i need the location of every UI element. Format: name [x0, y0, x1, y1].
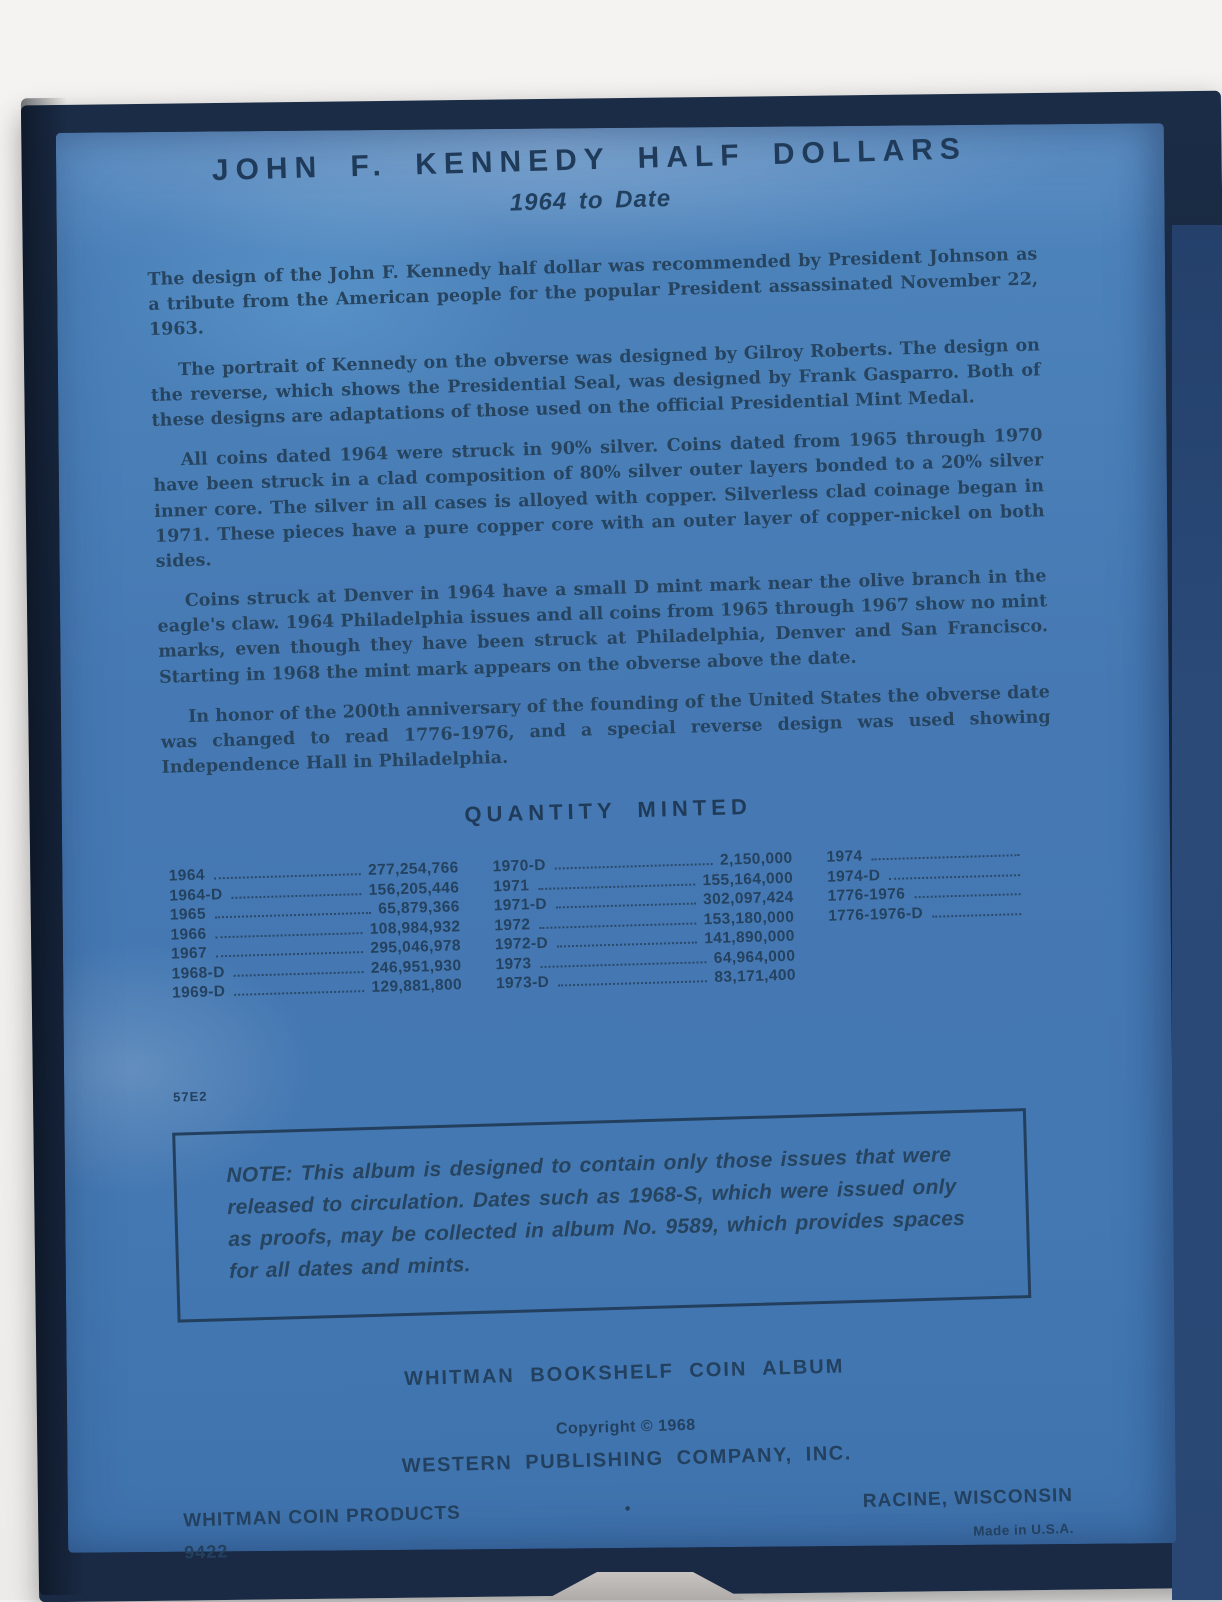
- paragraph-portrait: The portrait of Kennedy on the obverse was designed by Gilroy Roberts. The design on the reverse, which shows the Presidential Seal, was designed by Frank Gasparro. Both of these designs are adaptations of those used on the official Presidential Mint Medal.: [150, 334, 1041, 431]
- dot-leader: [872, 855, 1020, 861]
- mintage-value: 83,171,400: [714, 967, 797, 987]
- mintage-year: 1969-D: [171, 983, 226, 1003]
- mintage-column-1: [169, 859, 463, 1004]
- mintage-year: 1973: [495, 955, 532, 974]
- plate-code: 57E2: [172, 1088, 208, 1105]
- dot-leader: [539, 922, 696, 929]
- mintage-column-3: [826, 842, 1030, 984]
- album-page: [56, 123, 1176, 1563]
- page-subtitle: 1964 to Date: [509, 184, 672, 217]
- dot-leader: [889, 874, 1020, 880]
- mintage-value: 65,879,366: [378, 898, 461, 919]
- quantity-minted-heading: QUANTITY MINTED: [464, 794, 753, 828]
- dot-leader: [555, 863, 713, 870]
- mintage-value: 277,254,766: [367, 859, 459, 880]
- mintage-year: 1968-D: [171, 963, 226, 983]
- page-title: JOHN F. KENNEDY HALF DOLLARS: [211, 132, 968, 188]
- mintage-year: 1974: [826, 848, 863, 867]
- mintage-value: 295,046,978: [370, 937, 462, 958]
- mintage-year: 1967: [170, 944, 208, 964]
- dot-leader: [541, 961, 707, 968]
- mintage-value: 156,205,446: [368, 879, 460, 899]
- mintage-year: 1971: [492, 877, 530, 896]
- page-content: [144, 130, 1074, 1563]
- location-label: RACINE, WISCONSIN: [862, 1484, 1074, 1512]
- mintage-column-2: [492, 849, 796, 994]
- mintage-value: 141,890,000: [703, 928, 796, 948]
- mintage-year: 1974-D: [826, 867, 881, 886]
- dot-leader: [215, 912, 371, 919]
- dot-leader: [234, 990, 364, 996]
- mintage-value: 129,881,800: [371, 976, 463, 997]
- dot-leader: [214, 874, 361, 880]
- paragraph-mintmarks: Coins struck at Denver in 1964 have a small D mint mark near the olive branch in the eagle's claw. 1964 Philadelphia issues and all coins from 1965 through 1967 show no mint marks, even though they have been struck at Philadelphia, Denver and San Francisco. Starting in 1968 the mint mark appears on the obverse above the date.: [157, 566, 1049, 688]
- mintage-year: 1965: [169, 906, 207, 925]
- mintage-table: [165, 842, 1059, 1004]
- dot-leader: [558, 981, 707, 987]
- page-block-edge: [1172, 225, 1222, 1600]
- intro-text: [147, 242, 1051, 781]
- publisher-line: WESTERN PUBLISHING COMPANY, INC.: [401, 1441, 853, 1477]
- dot-leader: [914, 894, 1020, 899]
- bullet-separator: •: [624, 1500, 632, 1518]
- dot-leader: [216, 951, 363, 957]
- footer: [179, 1348, 1074, 1563]
- mintage-value: 64,964,000: [713, 947, 796, 967]
- dot-leader: [216, 932, 363, 938]
- dot-leader: [538, 883, 695, 890]
- mintage-year: 1970-D: [492, 857, 547, 876]
- album-series-line: WHITMAN BOOKSHELF COIN ALBUM: [403, 1354, 845, 1390]
- products-label: WHITMAN COIN PRODUCTS: [183, 1502, 462, 1532]
- paragraph-bicentennial: In honor of the 200th anniversary of the founding of the United States the obverse date was changed to read 1776-1976, and a special reverse design was used showing Independence Hall in Philadelphia.: [160, 682, 1051, 779]
- mintage-year: 1973-D: [495, 974, 550, 993]
- dot-leader: [932, 913, 1021, 918]
- mintage-year: 1971-D: [493, 896, 548, 915]
- dot-leader: [234, 971, 364, 977]
- mintage-year: 1776-1976-D: [827, 904, 924, 925]
- mintage-value: 108,984,932: [369, 918, 461, 938]
- note-box: NOTE: This album is designed to contain only those issues that were released to circulation. Dates such as 1968-S, which were issued only as proofs, may be collected in album No. 9589, which provides spaces for all dates and mints.: [172, 1108, 1031, 1322]
- mintage-value: 2,150,000: [719, 850, 793, 870]
- mintage-year: 1776-1976: [827, 885, 906, 906]
- paragraph-design: The design of the John F. Kennedy half dollar was recommended by President Johnson as a tribute from the American people for the popular President assassinated November 22, 1963.: [147, 244, 1039, 341]
- paragraph-silver: All coins dated 1964 were struck in 90% silver. Coins dated from 1965 through 1970 have been struck in a clad composition of 80% silver outer layers bonded to a 20% silver inner core. The silver in all cases is alloyed with copper. Silverless clad coinage began in 1971. These pieces have a pure copper core with an outer layer of copper-nickel on both sides.: [153, 425, 1045, 572]
- dot-leader: [557, 942, 697, 948]
- dot-leader: [232, 893, 362, 899]
- mintage-year: 1972: [494, 916, 531, 935]
- made-in-label: Made in U.S.A.: [972, 1520, 1075, 1539]
- mintage-value: 155,164,000: [702, 869, 794, 890]
- mintage-value: 153,180,000: [703, 908, 795, 929]
- mintage-year: 1972-D: [494, 935, 549, 954]
- dot-leader: [556, 903, 696, 909]
- catalog-number: 9422: [183, 1540, 229, 1563]
- mintage-year: 1964-D: [169, 886, 223, 905]
- mintage-value: 246,951,930: [370, 957, 462, 977]
- mintage-year: 1966: [170, 925, 207, 944]
- mintage-value: 302,097,424: [702, 889, 794, 909]
- copyright-line: Copyright © 1968: [555, 1416, 696, 1438]
- mintage-year: 1964: [168, 867, 206, 886]
